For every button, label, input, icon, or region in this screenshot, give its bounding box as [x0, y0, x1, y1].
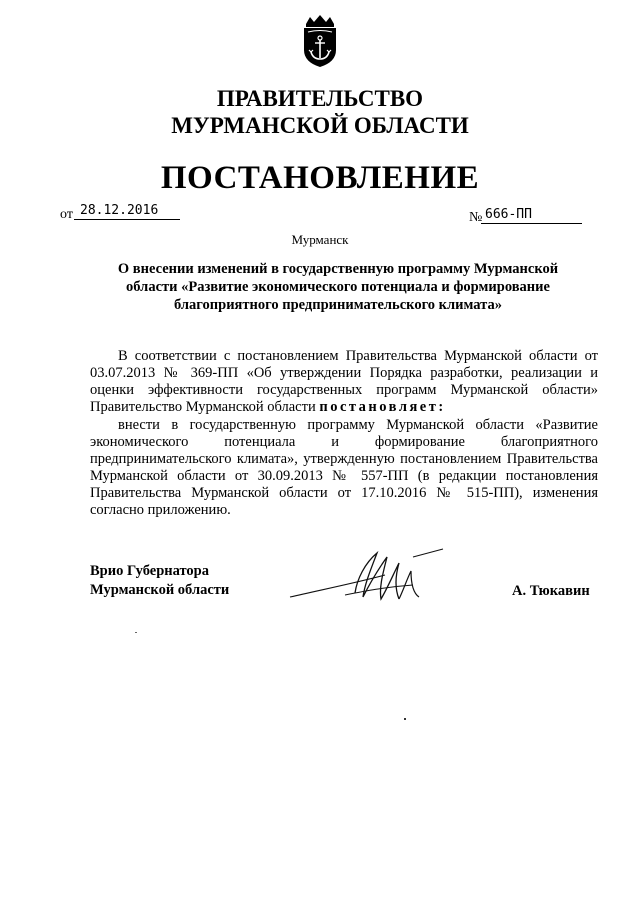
decree-word: постановляет:: [319, 399, 446, 415]
date-label: от: [60, 207, 73, 222]
signatory-position-line1: Врио Губернатора: [90, 563, 209, 579]
city-name: Мурманск: [291, 232, 349, 247]
scan-speck: [135, 632, 137, 633]
document-type-title: ПОСТАНОВЛЕНИЕ: [160, 160, 480, 196]
handwritten-signature: [285, 545, 450, 610]
document-date: 28.12.2016: [74, 203, 180, 220]
number-label: №: [469, 210, 483, 225]
government-title-line1: ПРАВИТЕЛЬСТВО: [216, 86, 424, 111]
document-number: 666-ПП: [481, 207, 582, 224]
scan-speck: [404, 718, 406, 720]
body-paragraph-2: внести в государственную программу Мурманской области «Развитие экономического потенциала и формирование благоприятного предпринимательского климата», утвержденную постановлением Правительства Мурманской области от 30.09.2013 № 557-ПП (в редакции постановления Правительства Мурманской области от 17.10.2016 № 515-ПП), изменения согласно приложению.: [90, 417, 598, 518]
signatory-position: [90, 562, 229, 600]
subject-line-2: области «Развитие экономического потенциала и формирование: [126, 279, 550, 295]
body-paragraph-1: [90, 348, 598, 416]
signatory-name: А. Тюкавин: [512, 583, 590, 599]
paragraph-1-text: В соответствии с постановлением Правительства Мурманской области от 03.07.2013 № 369-ПП «Об утверждении Порядка разработки, реализации и оценки эффективности государственных программ Мурманской области» Правительство Мурманской области: [90, 348, 598, 415]
coat-of-arms-icon: [298, 14, 342, 68]
document-subject: [98, 260, 578, 314]
government-title-line2: МУРМАНСКОЙ ОБЛАСТИ: [171, 113, 469, 138]
subject-line-3: благоприятного предпринимательского климата»: [174, 297, 502, 313]
subject-line-1: О внесении изменений в государственную программу Мурманской: [117, 261, 559, 277]
signatory-position-line2: Мурманской области: [90, 582, 230, 598]
